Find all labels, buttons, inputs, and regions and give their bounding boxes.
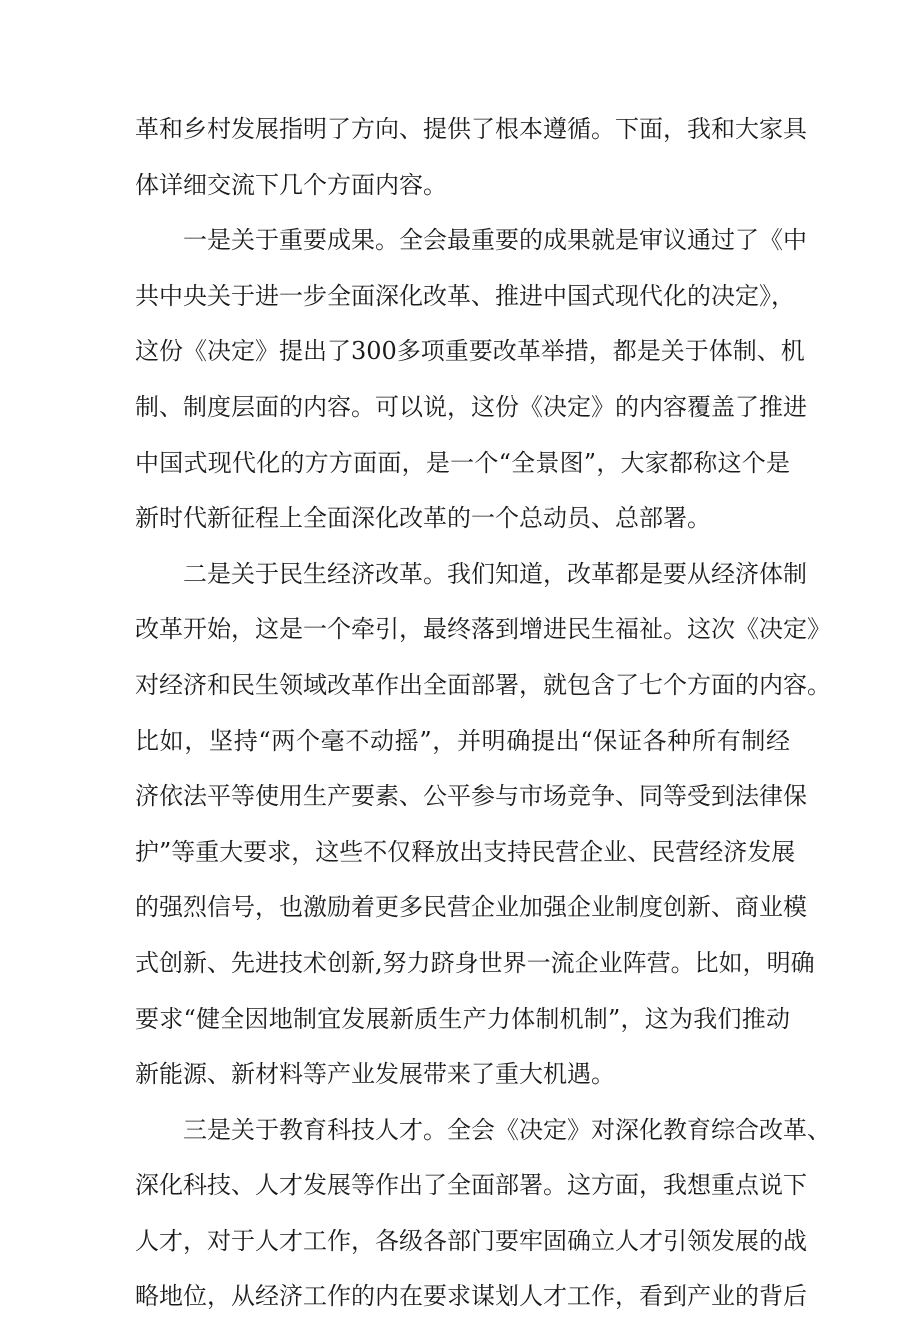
text-line: 的强烈信号，也激励着更多民营企业加强企业制度创新、商业模: [135, 893, 807, 922]
text-line: 二是关于民生经济改革。我们知道，改革都是要从经济体制: [183, 559, 807, 588]
text-line: 改革开始，这是一个牵引，最终落到增进民生福祉。这次《决定》: [135, 615, 831, 644]
text-line: 略地位，从经济工作的内在要求谋划人才工作，看到产业的背后: [135, 1282, 807, 1311]
text-line: 体详细交流下几个方面内容。: [135, 170, 447, 199]
text-line: 济依法平等使用生产要素、公平参与市场竞争、同等受到法律保: [135, 782, 807, 811]
text-line: 新时代新征程上全面深化改革的一个总动员、总部署。: [135, 504, 711, 533]
text-line: 比如，坚持“两个毫不动摇”，并明确提出“保证各种所有制经: [135, 726, 790, 755]
text-line: 中国式现代化的方方面面，是一个“全景图”，大家都称这个是: [135, 448, 790, 477]
text-line: 要求“健全因地制宜发展新质生产力体制机制”，这为我们推动: [135, 1004, 790, 1033]
text-line: 深化科技、人才发展等作出了全面部署。这方面，我想重点说下: [135, 1171, 807, 1200]
text-line: 革和乡村发展指明了方向、提供了根本遵循。下面，我和大家具: [135, 115, 807, 143]
text-line: 一是关于重要成果。全会最重要的成果就是审议通过了《中: [183, 226, 807, 255]
intro-paragraph: [135, 102, 807, 213]
text-line: 对经济和民生领域改革作出全面部署，就包含了七个方面的内容。: [135, 670, 831, 699]
text-line: 这份《决定》提出了300多项重要改革举措，都是关于体制、机: [135, 337, 805, 366]
paragraph-education-technology-talent: [135, 1103, 831, 1325]
text-line: 共中央关于进一步全面深化改革、推进中国式现代化的决定》，: [135, 281, 795, 310]
text-line: 制、制度层面的内容。可以说，这份《决定》的内容覆盖了推进: [135, 392, 807, 421]
text-line: 式创新、先进技术创新,努力跻身世界一流企业阵营。比如，明确: [135, 948, 815, 977]
text-line: 人才，对于人才工作，各级各部门要牢固确立人才引领发展的战: [135, 1226, 807, 1255]
text-line: 护”等重大要求，这些不仅释放出支持民营企业、民营经济发展: [135, 837, 796, 866]
paragraph-livelihood-economy: [135, 547, 831, 1103]
paragraph-important-results: [135, 213, 807, 547]
text-line: 新能源、新材料等产业发展带来了重大机遇。: [135, 1060, 615, 1089]
document-body: [135, 102, 831, 1325]
text-line: 三是关于教育科技人才。全会《决定》对深化教育综合改革、: [183, 1115, 831, 1144]
